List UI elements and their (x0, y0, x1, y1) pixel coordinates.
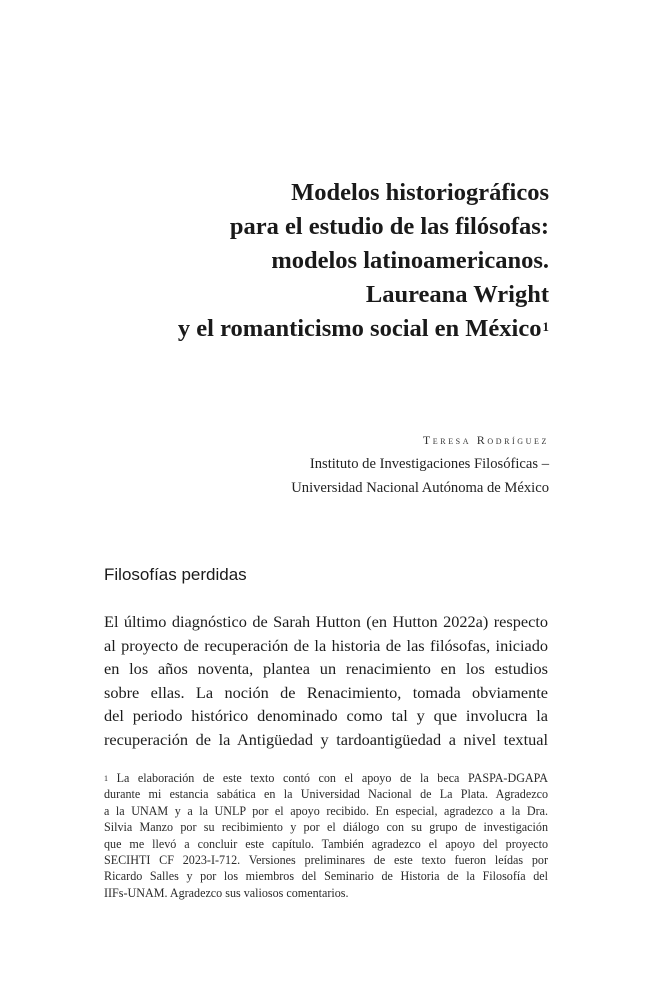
chapter-title (60, 176, 549, 346)
body-line: recuperación de la Antigüedad y tardoantigüedad a nivel textual (104, 729, 548, 749)
footnote-line: a la UNAM y a la UNLP por el apoyo recibido. En especial, agradezco a la Dra. (104, 803, 548, 818)
body-line: El último diagnóstico de Sarah Hutton (en Hutton 2022a) respecto (104, 612, 548, 631)
footnote-line: SECIHTI CF 2023-I-712. Versiones preliminares de este texto fueron leídas por (104, 853, 548, 868)
title-footnote-marker[interactable]: 1 (542, 319, 549, 334)
footnote-line: Ricardo Salles y por los miembros del Seminario de Historia de la Filosofía del (104, 869, 548, 884)
title-line-last (60, 312, 549, 346)
footnote-line: durante mi estancia sabática en la Universidad Nacional de La Plata. Agradezco (104, 787, 548, 802)
author-affiliation-line-2: Universidad Nacional Autónoma de México (291, 480, 549, 496)
title-line-text: y el romanticismo social en México (177, 315, 542, 342)
section-heading: Filosofías perdidas (104, 565, 247, 584)
body-line: sobre ellas. La noción de Renacimiento, tomada obviamente (104, 682, 548, 702)
title-line: Laureana Wright (365, 281, 549, 308)
author-name: Teresa Rodríguez (422, 433, 549, 447)
footnote-line: IIFs-UNAM. Agradezco sus valiosos comentarios. (104, 885, 349, 900)
body-line: al proyecto de recuperación de la historia de las filósofas, iniciado (104, 635, 548, 655)
footnote-line-text: La elaboración de este texto contó con el apoyo de la beca PASPA-DGAPA (116, 771, 549, 785)
footnote-line: Silvia Manzo por su recibimiento y por el diálogo con su grupo de investigación (104, 820, 548, 835)
footnote-line: que me llevó a concluir este capítulo. También agradezco el apoyo del proyecto (104, 836, 548, 851)
footnote-marker: 1 (104, 774, 108, 783)
title-line: modelos latinoamericanos. (271, 247, 549, 274)
footnote-line (104, 770, 548, 786)
title-line: Modelos historiográficos (291, 179, 549, 206)
title-line: para el estudio de las filósofas: (229, 213, 549, 240)
footnote (104, 770, 548, 901)
body-line: en los años noventa, plantea un renacimiento en los estudios (104, 659, 548, 679)
author-affiliation-line-1: Instituto de Investigaciones Filosóficas – (309, 456, 549, 472)
body-line: del periodo histórico denominado como tal y que involucra la (104, 706, 548, 726)
body-paragraph (104, 610, 548, 752)
